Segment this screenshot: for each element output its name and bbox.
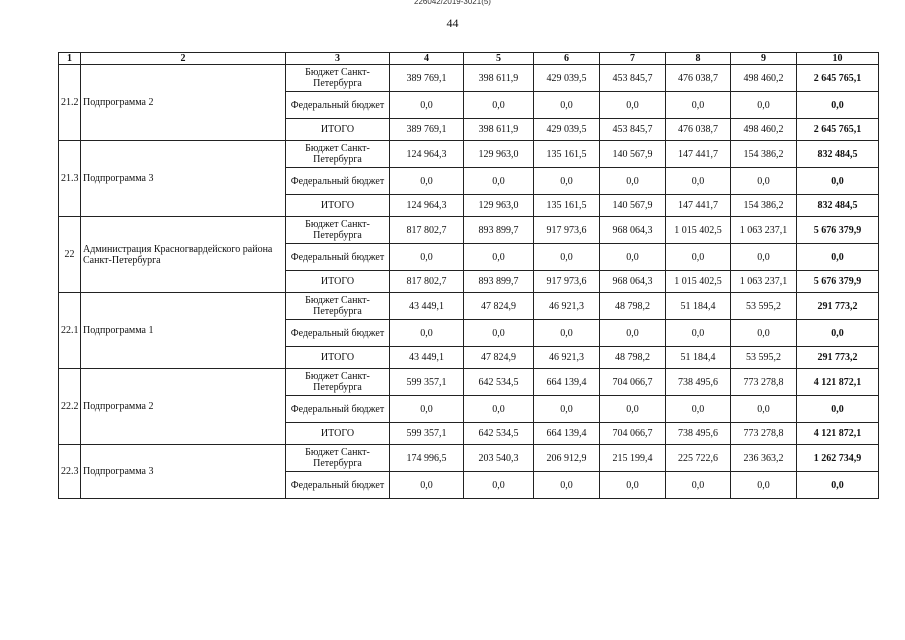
year-value: 476 038,7 [666, 119, 731, 141]
year-value: 174 996,5 [390, 445, 464, 472]
year-value: 0,0 [464, 472, 534, 499]
year-value: 124 964,3 [390, 141, 464, 168]
year-value: 129 963,0 [464, 195, 534, 217]
year-value: 215 199,4 [600, 445, 666, 472]
year-value: 0,0 [534, 320, 600, 347]
funding-source: Федеральный бюджет [286, 320, 390, 347]
column-header: 3 [286, 53, 390, 65]
year-value: 704 066,7 [600, 369, 666, 396]
page-number: 44 [446, 16, 459, 30]
year-value: 498 460,2 [731, 119, 797, 141]
row-number: 21.3 [59, 141, 81, 217]
year-value: 0,0 [731, 396, 797, 423]
year-value: 664 139,4 [534, 423, 600, 445]
year-value: 48 798,2 [600, 293, 666, 320]
year-value: 154 386,2 [731, 141, 797, 168]
year-value: 389 769,1 [390, 65, 464, 92]
year-value: 0,0 [390, 92, 464, 119]
funding-source: Федеральный бюджет [286, 92, 390, 119]
program-name: Подпрограмма 3 [81, 445, 286, 499]
year-value: 0,0 [600, 472, 666, 499]
funding-source: ИТОГО [286, 347, 390, 369]
year-value: 0,0 [464, 92, 534, 119]
total-value: 291 773,2 [797, 347, 879, 369]
year-value: 429 039,5 [534, 119, 600, 141]
year-value: 206 912,9 [534, 445, 600, 472]
year-value: 0,0 [666, 92, 731, 119]
total-value: 5 676 379,9 [797, 217, 879, 244]
year-value: 147 441,7 [666, 141, 731, 168]
year-value: 0,0 [464, 396, 534, 423]
year-value: 476 038,7 [666, 65, 731, 92]
year-value: 0,0 [666, 320, 731, 347]
column-header: 9 [731, 53, 797, 65]
year-value: 0,0 [534, 244, 600, 271]
year-value: 398 611,9 [464, 65, 534, 92]
year-value: 773 278,8 [731, 423, 797, 445]
total-value: 4 121 872,1 [797, 369, 879, 396]
year-value: 0,0 [600, 396, 666, 423]
year-value: 917 973,6 [534, 217, 600, 244]
year-value: 0,0 [534, 472, 600, 499]
year-value: 46 921,3 [534, 347, 600, 369]
year-value: 0,0 [464, 320, 534, 347]
year-value: 704 066,7 [600, 423, 666, 445]
year-value: 429 039,5 [534, 65, 600, 92]
year-value: 43 449,1 [390, 347, 464, 369]
total-value: 2 645 765,1 [797, 119, 879, 141]
year-value: 51 184,4 [666, 347, 731, 369]
funding-source: Федеральный бюджет [286, 244, 390, 271]
year-value: 893 899,7 [464, 271, 534, 293]
year-value: 968 064,3 [600, 271, 666, 293]
year-value: 1 015 402,5 [666, 217, 731, 244]
year-value: 1 015 402,5 [666, 271, 731, 293]
year-value: 140 567,9 [600, 141, 666, 168]
column-header: 7 [600, 53, 666, 65]
column-header: 4 [390, 53, 464, 65]
year-value: 225 722,6 [666, 445, 731, 472]
row-number: 22.2 [59, 369, 81, 445]
funding-source: Бюджет Санкт-Петербурга [286, 369, 390, 396]
year-value: 43 449,1 [390, 293, 464, 320]
year-value: 0,0 [464, 168, 534, 195]
year-value: 389 769,1 [390, 119, 464, 141]
year-value: 0,0 [600, 244, 666, 271]
funding-source: Бюджет Санкт-Петербурга [286, 141, 390, 168]
year-value: 0,0 [600, 320, 666, 347]
funding-source: ИТОГО [286, 423, 390, 445]
year-value: 0,0 [390, 244, 464, 271]
year-value: 599 357,1 [390, 423, 464, 445]
year-value: 1 063 237,1 [731, 217, 797, 244]
total-value: 1 262 734,9 [797, 445, 879, 472]
year-value: 0,0 [666, 168, 731, 195]
column-header: 10 [797, 53, 879, 65]
table-row [59, 217, 879, 244]
year-value: 498 460,2 [731, 65, 797, 92]
year-value: 0,0 [731, 92, 797, 119]
row-number: 21.2 [59, 65, 81, 141]
year-value: 47 824,9 [464, 293, 534, 320]
year-value: 0,0 [390, 168, 464, 195]
year-value: 147 441,7 [666, 195, 731, 217]
year-value: 0,0 [534, 92, 600, 119]
total-value: 2 645 765,1 [797, 65, 879, 92]
total-value: 5 676 379,9 [797, 271, 879, 293]
table-row [59, 65, 879, 92]
funding-source: Федеральный бюджет [286, 168, 390, 195]
year-value: 664 139,4 [534, 369, 600, 396]
year-value: 135 161,5 [534, 141, 600, 168]
total-value: 0,0 [797, 396, 879, 423]
column-header: 8 [666, 53, 731, 65]
column-header: 5 [464, 53, 534, 65]
table-row [59, 445, 879, 472]
table-row [59, 293, 879, 320]
funding-source: ИТОГО [286, 195, 390, 217]
funding-source: Бюджет Санкт-Петербурга [286, 217, 390, 244]
year-value: 642 534,5 [464, 423, 534, 445]
program-name: Подпрограмма 1 [81, 293, 286, 369]
table-row [59, 369, 879, 396]
funding-source: Федеральный бюджет [286, 396, 390, 423]
document-number: 226042/2019-3021(5) [414, 0, 491, 6]
column-header: 1 [59, 53, 81, 65]
year-value: 0,0 [731, 168, 797, 195]
funding-source: Федеральный бюджет [286, 472, 390, 499]
total-value: 0,0 [797, 472, 879, 499]
year-value: 453 845,7 [600, 119, 666, 141]
year-value: 0,0 [534, 396, 600, 423]
year-value: 46 921,3 [534, 293, 600, 320]
year-value: 817 802,7 [390, 217, 464, 244]
year-value: 917 973,6 [534, 271, 600, 293]
year-value: 0,0 [464, 244, 534, 271]
funding-source: ИТОГО [286, 271, 390, 293]
year-value: 817 802,7 [390, 271, 464, 293]
year-value: 0,0 [534, 168, 600, 195]
total-value: 0,0 [797, 244, 879, 271]
year-value: 135 161,5 [534, 195, 600, 217]
year-value: 47 824,9 [464, 347, 534, 369]
table-row [59, 141, 879, 168]
year-value: 773 278,8 [731, 369, 797, 396]
year-value: 140 567,9 [600, 195, 666, 217]
total-value: 0,0 [797, 320, 879, 347]
year-value: 154 386,2 [731, 195, 797, 217]
total-value: 0,0 [797, 92, 879, 119]
column-header: 6 [534, 53, 600, 65]
year-value: 599 357,1 [390, 369, 464, 396]
year-value: 893 899,7 [464, 217, 534, 244]
funding-source: Бюджет Санкт-Петербурга [286, 65, 390, 92]
year-value: 0,0 [390, 396, 464, 423]
row-number: 22.3 [59, 445, 81, 499]
column-header: 2 [81, 53, 286, 65]
year-value: 968 064,3 [600, 217, 666, 244]
year-value: 0,0 [390, 472, 464, 499]
year-value: 398 611,9 [464, 119, 534, 141]
year-value: 53 595,2 [731, 347, 797, 369]
funding-source: Бюджет Санкт-Петербурга [286, 445, 390, 472]
funding-source: ИТОГО [286, 119, 390, 141]
total-value: 832 484,5 [797, 195, 879, 217]
year-value: 642 534,5 [464, 369, 534, 396]
year-value: 0,0 [600, 92, 666, 119]
year-value: 1 063 237,1 [731, 271, 797, 293]
total-value: 291 773,2 [797, 293, 879, 320]
year-value: 0,0 [731, 320, 797, 347]
year-value: 0,0 [390, 320, 464, 347]
year-value: 129 963,0 [464, 141, 534, 168]
year-value: 236 363,2 [731, 445, 797, 472]
year-value: 53 595,2 [731, 293, 797, 320]
year-value: 203 540,3 [464, 445, 534, 472]
row-number: 22 [59, 217, 81, 293]
total-value: 0,0 [797, 168, 879, 195]
year-value: 0,0 [666, 244, 731, 271]
year-value: 0,0 [666, 472, 731, 499]
program-name: Подпрограмма 3 [81, 141, 286, 217]
program-name: Подпрограмма 2 [81, 369, 286, 445]
year-value: 0,0 [666, 396, 731, 423]
budget-table [58, 52, 879, 499]
year-value: 0,0 [600, 168, 666, 195]
program-name: Подпрограмма 2 [81, 65, 286, 141]
header-row [59, 53, 879, 65]
year-value: 738 495,6 [666, 423, 731, 445]
total-value: 832 484,5 [797, 141, 879, 168]
year-value: 453 845,7 [600, 65, 666, 92]
year-value: 0,0 [731, 472, 797, 499]
funding-source: Бюджет Санкт-Петербурга [286, 293, 390, 320]
total-value: 4 121 872,1 [797, 423, 879, 445]
row-number: 22.1 [59, 293, 81, 369]
year-value: 0,0 [731, 244, 797, 271]
year-value: 51 184,4 [666, 293, 731, 320]
year-value: 124 964,3 [390, 195, 464, 217]
year-value: 738 495,6 [666, 369, 731, 396]
program-name: Администрация Красногвардейского района Санкт-Петербурга [81, 217, 286, 293]
year-value: 48 798,2 [600, 347, 666, 369]
